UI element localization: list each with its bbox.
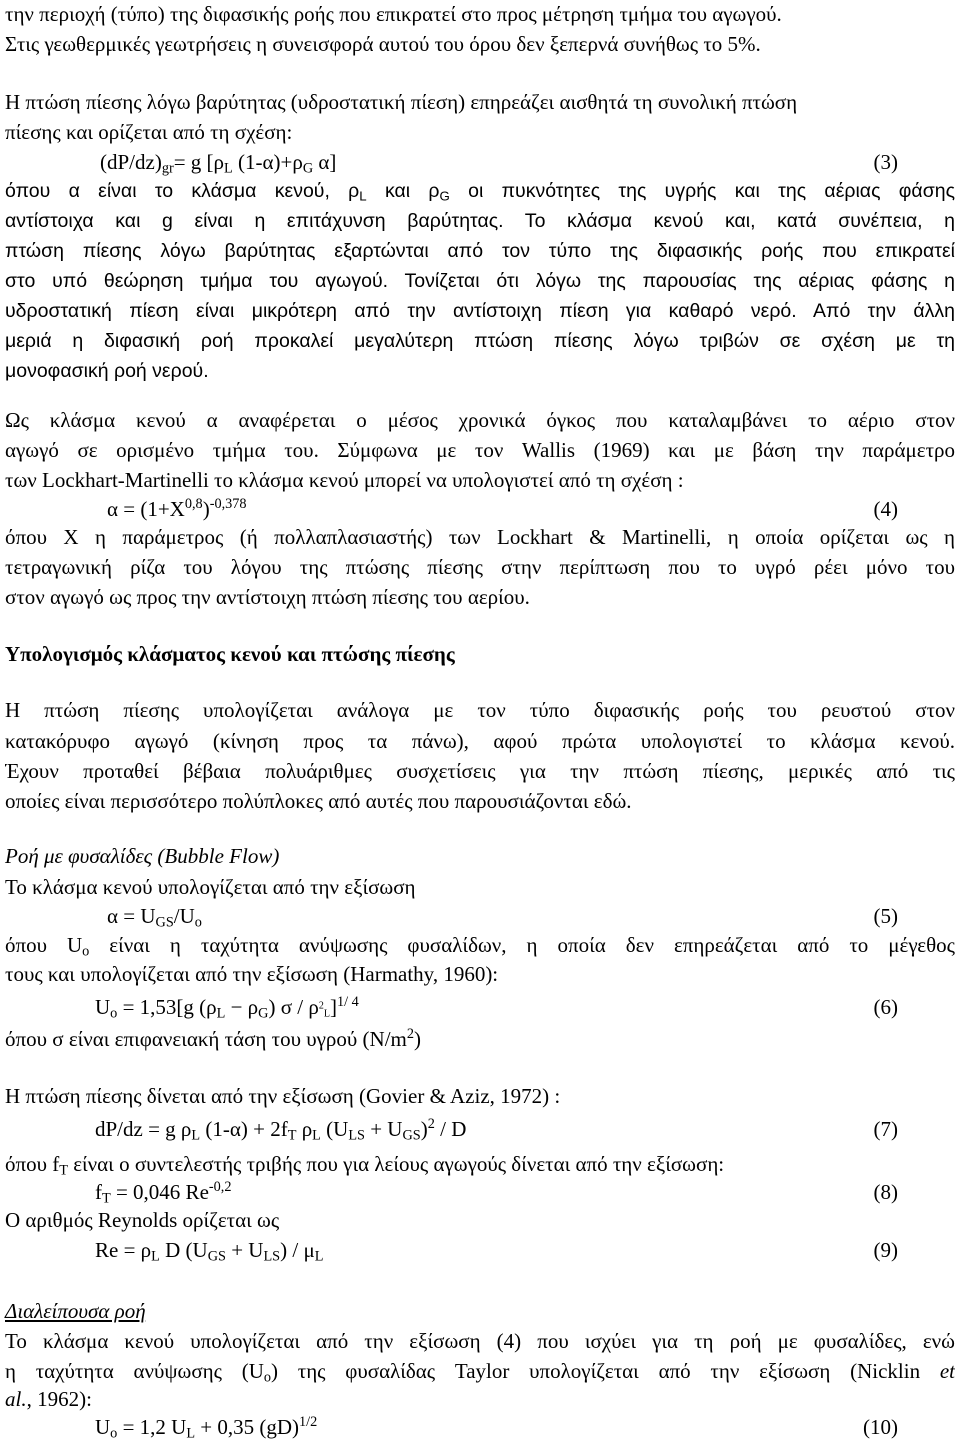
text-line: Στις γεωθερμικές γεωτρήσεις η συνεισφορά αυτού του όρου δεν ξεπερνά συνήθως το 5%.	[5, 32, 761, 56]
equation-number: (8)	[873, 1180, 898, 1204]
equation-number: (7)	[873, 1117, 898, 1141]
text-line: al., 1962):	[5, 1387, 92, 1411]
text-line: μονοφασική ροή νερού.	[5, 360, 209, 382]
text-line: τετραγωνική ρίζα του λόγου της πτώσης πίεσης στην περίπτωση που το υγρό ρέει μόνο του	[5, 555, 955, 579]
text-line: Ο αριθμός Reynolds ορίζεται ως	[5, 1208, 280, 1232]
text-line: υδροστατική πίεση είναι μικρότερη από την αντίστοιχη πίεση για καθαρό νερό. Από την άλλη	[5, 300, 955, 322]
text-line: την περιοχή (τύπο) της διφασικής ροής που επικρατεί στο προς μέτρηση τμήμα του αγωγού.	[5, 2, 782, 26]
text-line: Η πτώση πίεσης δίνεται από την εξίσωση (Govier & Aziz, 1972) :	[5, 1084, 561, 1108]
text-line: Το κλάσμα κενού υπολογίζεται από την εξίσωση (4) που ισχύει για τη ροή με φυσαλίδες, ενώ	[5, 1329, 955, 1353]
text-line: μεριά η διφασική ροή προκαλεί μεγαλύτερη πτώση πίεσης λόγω τριβών σε σχέση με τη	[5, 330, 955, 352]
text-line: αγωγό σε ορισμένο τμήμα του. Σύμφωνα με τον Wallis (1969) και με βάση την παράμετρο	[5, 438, 955, 462]
text-line: όπου α είναι το κλάσμα κενού, $\rho_L$ και $\rho_G$ οι πυκνότητες της υγρής και της αέριας φάσης	[5, 180, 955, 204]
text-line: η ταχύτητα ανύψωσης $(U_o)$ της φυσαλίδας Taylor υπολογίζεται από την εξίσωση (Nicklin et	[5, 1359, 955, 1385]
equation-number: (4)	[873, 497, 898, 521]
text-line: όπου σ είναι επιφανειακή τάση του υγρού $(N/m^2)$	[5, 1026, 422, 1051]
text-line: κατακόρυφο αγωγό (κίνηση προς τα πάνω), αφού πρώτα υπολογιστεί το κλάσμα κενού.	[5, 729, 955, 753]
equation-8: $f_T = 0,046$ $Re^{-0,2}$	[95, 1179, 232, 1207]
subsection-title: Ροή με φυσαλίδες (Bubble Flow)	[5, 844, 280, 868]
text-line: όπου X η παράμετρος (ή πολλαπλασιαστής) των Lockhart & Martinelli, η οποία ορίζεται ως η	[5, 525, 955, 549]
section-heading: Υπολογισμός κλάσματος κενού και πτώσης πίεσης	[5, 642, 455, 666]
text-line: στο υπό θεώρηση τμήμα του αγωγού. Τονίζεται ότι λόγω της παρουσίας της αέριας φάσης η	[5, 270, 955, 292]
text-line: πίεσης και ορίζεται από τη σχέση:	[5, 120, 293, 144]
equation-number: (9)	[873, 1238, 898, 1262]
equation-3: $(dP/dz)_{gr}= g$ [$\rho_L$ $(1-\alpha)+\rho_G$ α]	[100, 150, 337, 177]
equation-number: (5)	[873, 904, 898, 928]
equation-number: (10)	[863, 1415, 898, 1439]
text-line: όπου $f_T$ είναι ο συντελεστής τριβής που για λείους αγωγούς δίνεται από την εξίσωση:	[5, 1152, 725, 1179]
equation-7: dP/dz = g $\rho_L$ $(1-\alpha) + 2f_T$ $\rho_L$ $(U_{LS} + U_{GS})^2 / D$	[95, 1116, 467, 1144]
text-line: οποίες είναι περισσότερο πολύπλοκες από αυτές που παρουσιάζονται εδώ.	[5, 789, 632, 813]
equation-number: (6)	[873, 995, 898, 1019]
text-line: των Lockhart-Martinelli το κλάσμα κενού μπορεί να υπολογιστεί από τη σχέση :	[5, 468, 684, 492]
text-line: όπου $U_o$ είναι η ταχύτητα ανύψωσης φυσαλίδων, η οποία δεν επηρεάζεται από το μέγεθος	[5, 933, 955, 959]
text-line: πτώση πίεσης λόγω βαρύτητας εξαρτώνται από τον τύπο της διφασικής ροής που επικρατεί	[5, 240, 955, 262]
text-line: αντίστοιχα και g είναι η επιτάχυνση βαρύτητας. Το κλάσμα κενού και, κατά συνέπεια, η	[5, 210, 955, 232]
text-line: Ως κλάσμα κενού α αναφέρεται ο μέσος χρονικά όγκος που καταλαμβάνει το αέριο στον	[5, 408, 955, 432]
text-line: Έχουν προταθεί βέβαια πολυάριθμες συσχετίσεις για την πτώση πίεσης, μερικές από τις	[5, 759, 955, 783]
equation-6: $U_o = 1,53[g$ $(\rho_L - \rho_G)$ σ / $\rho^2_L]^{1/ 4}$	[95, 994, 359, 1022]
text-line: Η πτώση πίεσης υπολογίζεται ανάλογα με τον τύπο διφασικής ροής του ρευστού στον	[5, 698, 955, 722]
subsection-title: Διαλείπουσα ροή	[5, 1299, 146, 1323]
equation-9: $Re = \rho_L$ D $(U_{GS} + U_{LS}) / \mu_L$	[95, 1238, 324, 1265]
text-line: στον αγωγό ως προς την αντίστοιχη πτώση πίεσης του αερίου.	[5, 585, 530, 609]
equation-number: (3)	[873, 150, 898, 174]
equation-10: $U_o = 1,2$ $U_L + 0,35$ (gD)$^{1/2}$	[95, 1414, 318, 1442]
text-line: Το κλάσμα κενού υπολογίζεται από την εξίσωση	[5, 875, 416, 899]
text-line: Η πτώση πίεσης λόγω βαρύτητας (υδροστατική πίεση) επηρεάζει αισθητά τη συνολική πτώση	[5, 90, 798, 114]
equation-5: $\alpha = U_{GS}/U_o$	[107, 904, 202, 931]
text-line: τους και υπολογίζεται από την εξίσωση (Harmathy, 1960):	[5, 962, 499, 986]
equation-4: $\alpha = (1+X^{0,8})^{-0,378}$	[107, 496, 247, 521]
